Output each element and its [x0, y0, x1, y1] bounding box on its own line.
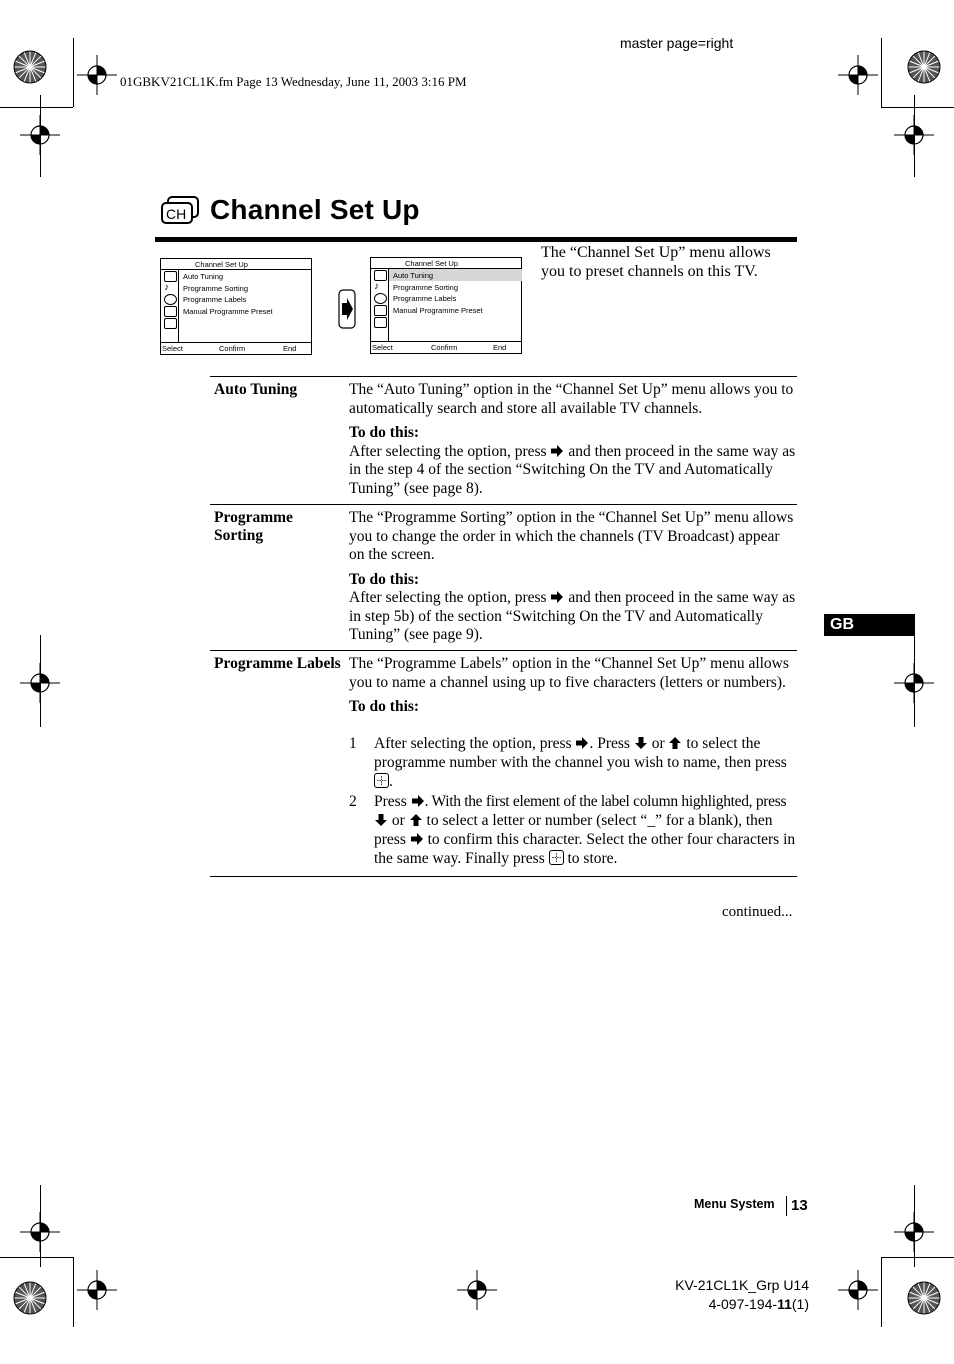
registration-mark-icon	[457, 1270, 497, 1310]
crop-line	[0, 1257, 73, 1258]
footer-divider	[786, 1196, 787, 1216]
arrow-right-icon	[338, 289, 356, 329]
star-registration-icon	[904, 1278, 944, 1318]
crop-line	[914, 635, 915, 727]
picture-icon	[164, 271, 177, 282]
osd-menu-after	[370, 257, 522, 354]
crop-line	[914, 95, 915, 177]
step-text-part: . Press	[589, 735, 630, 752]
crop-line	[40, 635, 41, 727]
language-tab-label: GB	[830, 616, 854, 633]
todo-heading: To do this:	[349, 424, 420, 441]
crop-line	[40, 95, 41, 177]
crop-line	[881, 38, 882, 107]
auto-tuning-desc: The “Auto Tuning” option in the “Channel Set Up” menu allows you to automatically search and store all available TV channels.	[349, 381, 794, 417]
registration-mark-icon	[838, 1270, 878, 1310]
osd-select-label: Select	[372, 343, 393, 352]
star-registration-icon	[904, 47, 944, 87]
osd-item: Programme Labels	[183, 295, 247, 304]
crop-line	[914, 1185, 915, 1267]
arrow-right-icon	[550, 590, 564, 604]
programme-sorting-body	[349, 509, 797, 645]
ok-button-icon	[549, 850, 564, 865]
step-text-part: Press	[374, 793, 407, 810]
setup-icon	[374, 317, 387, 328]
auto-tuning-body	[349, 381, 797, 498]
sound-icon: ♪	[164, 282, 169, 293]
step-number: 2	[349, 793, 357, 810]
step-text-part: to select the programme number with the channel you wish to name, then press	[374, 735, 787, 771]
osd-confirm-label: Confirm	[431, 343, 458, 352]
programme-labels-body	[349, 655, 797, 717]
crop-line	[73, 1257, 74, 1327]
page-number: 13	[791, 1197, 808, 1214]
timer-icon	[374, 293, 387, 304]
label-line: Programme	[214, 509, 293, 526]
crop-line	[881, 107, 954, 108]
osd-item: Manual Programme Preset	[393, 306, 483, 315]
osd-menu-before	[160, 258, 312, 355]
osd-title: Channel Set Up	[195, 260, 248, 269]
osd-item-highlighted: Auto Tuning	[393, 271, 434, 280]
osd-icon-column	[161, 269, 179, 342]
programme-sorting-label	[214, 509, 293, 545]
step-text-part: or	[391, 812, 405, 829]
osd-item: Programme Sorting	[183, 284, 249, 293]
todo-heading: To do this:	[349, 698, 420, 715]
label-line: Sorting	[214, 527, 264, 544]
arrow-up-icon	[409, 813, 423, 827]
step-text-part: After selecting the option, press	[374, 735, 572, 752]
instruction-text: and then proceed in the same way as in step 5b) of the section “Switching On the TV and Automatically Tuning” (see page 9).	[349, 589, 796, 643]
todo-heading: To do this:	[349, 570, 420, 588]
title-rule	[155, 237, 797, 242]
step-text-part: . With the first element of the label column highlighted, press	[424, 793, 787, 810]
step-text-part: to confirm this character. Select the other four characters in the same way. Finally press	[374, 831, 796, 867]
step-text-part: .	[389, 773, 393, 790]
row-divider	[210, 376, 797, 377]
row-divider	[210, 876, 797, 877]
arrow-right-icon	[575, 736, 589, 750]
step-text	[374, 734, 797, 791]
arrow-down-icon	[374, 813, 388, 827]
arrow-down-icon	[634, 736, 648, 750]
continued-note: continued...	[722, 904, 793, 920]
programme-labels-label: Programme Labels	[214, 655, 341, 672]
star-registration-icon	[10, 1278, 50, 1318]
arrow-right-icon	[411, 794, 425, 808]
crop-line	[73, 38, 74, 107]
step-number: 1	[349, 735, 357, 752]
instruction-text: After selecting the option, press	[349, 589, 547, 606]
osd-end-label: End	[493, 343, 507, 352]
model-line: KV-21CL1K_Grp U14	[675, 1277, 809, 1293]
programme-labels-desc: The “Programme Labels” option in the “Channel Set Up” menu allows you to name a channel using up to five characters (letters or numbers).	[349, 655, 789, 691]
step-text-part: to select a letter or number (select “_” for a blank), then press	[374, 812, 773, 848]
timer-icon	[164, 294, 177, 305]
arrow-up-icon	[668, 736, 682, 750]
file-info: 01GBKV21CL1K.fm Page 13 Wednesday, June 11, 2003 3:16 PM	[120, 74, 467, 89]
part-number-suffix: (1)	[791, 1296, 809, 1312]
programme-sorting-instruction	[349, 589, 797, 645]
osd-footer	[161, 342, 311, 354]
auto-tuning-instruction	[349, 443, 797, 499]
osd-item: Manual Programme Preset	[183, 307, 273, 316]
step-text-part: to store.	[567, 850, 618, 867]
osd-item: Programme Sorting	[393, 283, 459, 292]
svg-text:CH: CH	[166, 206, 187, 222]
language-tab	[824, 614, 915, 636]
osd-select-label: Select	[162, 344, 183, 353]
setup-icon	[164, 318, 177, 329]
footer-section-name: Menu System	[694, 1197, 775, 1211]
crop-line	[881, 1257, 882, 1327]
registration-mark-icon	[77, 1270, 117, 1310]
instruction-text: After selecting the option, press	[349, 442, 547, 460]
page-title: Channel Set Up	[210, 194, 420, 225]
arrow-right-icon	[550, 444, 564, 458]
part-number-bold: 11	[777, 1296, 792, 1312]
registration-mark-icon	[77, 55, 117, 95]
part-number-line	[640, 1295, 809, 1314]
sound-icon: ♪	[374, 281, 379, 292]
osd-confirm-label: Confirm	[219, 344, 246, 353]
osd-icon-column	[371, 268, 389, 341]
master-page-note: master page=right	[620, 35, 734, 51]
step-text	[374, 792, 797, 868]
osd-footer	[371, 341, 521, 353]
registration-mark-icon	[838, 55, 878, 95]
osd-header	[371, 258, 521, 269]
intro-text: The “Channel Set Up” menu allows you to preset channels on this TV.	[541, 244, 771, 280]
row-divider	[210, 504, 797, 505]
ok-button-icon	[374, 773, 389, 788]
osd-header	[161, 259, 311, 270]
osd-item: Auto Tuning	[183, 272, 224, 281]
arrow-right-icon	[410, 832, 424, 846]
row-divider	[210, 650, 797, 651]
osd-title: Channel Set Up	[405, 259, 458, 268]
picture-icon	[374, 270, 387, 281]
step-text-part: or	[651, 735, 665, 752]
programme-sorting-desc: The “Programme Sorting” option in the “Channel Set Up” menu allows you to change the order in which the channels (TV Broadcast) appear on the screen.	[349, 509, 794, 563]
crop-line	[0, 107, 73, 108]
auto-tuning-label: Auto Tuning	[214, 381, 298, 398]
osd-end-label: End	[283, 344, 297, 353]
ch-channel-icon	[160, 195, 200, 227]
part-number: 4-097-194-	[708, 1296, 778, 1312]
instruction-text: and then proceed in the same way as in the step 4 of the section “Switching On the TV and Automatically Tuning” (see page 8).	[349, 442, 796, 497]
channel-icon	[374, 305, 387, 316]
osd-item: Programme Labels	[393, 294, 457, 303]
crop-line	[40, 1185, 41, 1267]
star-registration-icon	[10, 47, 50, 87]
channel-icon	[164, 306, 177, 317]
crop-line	[881, 1257, 954, 1258]
model-info	[640, 1276, 809, 1314]
